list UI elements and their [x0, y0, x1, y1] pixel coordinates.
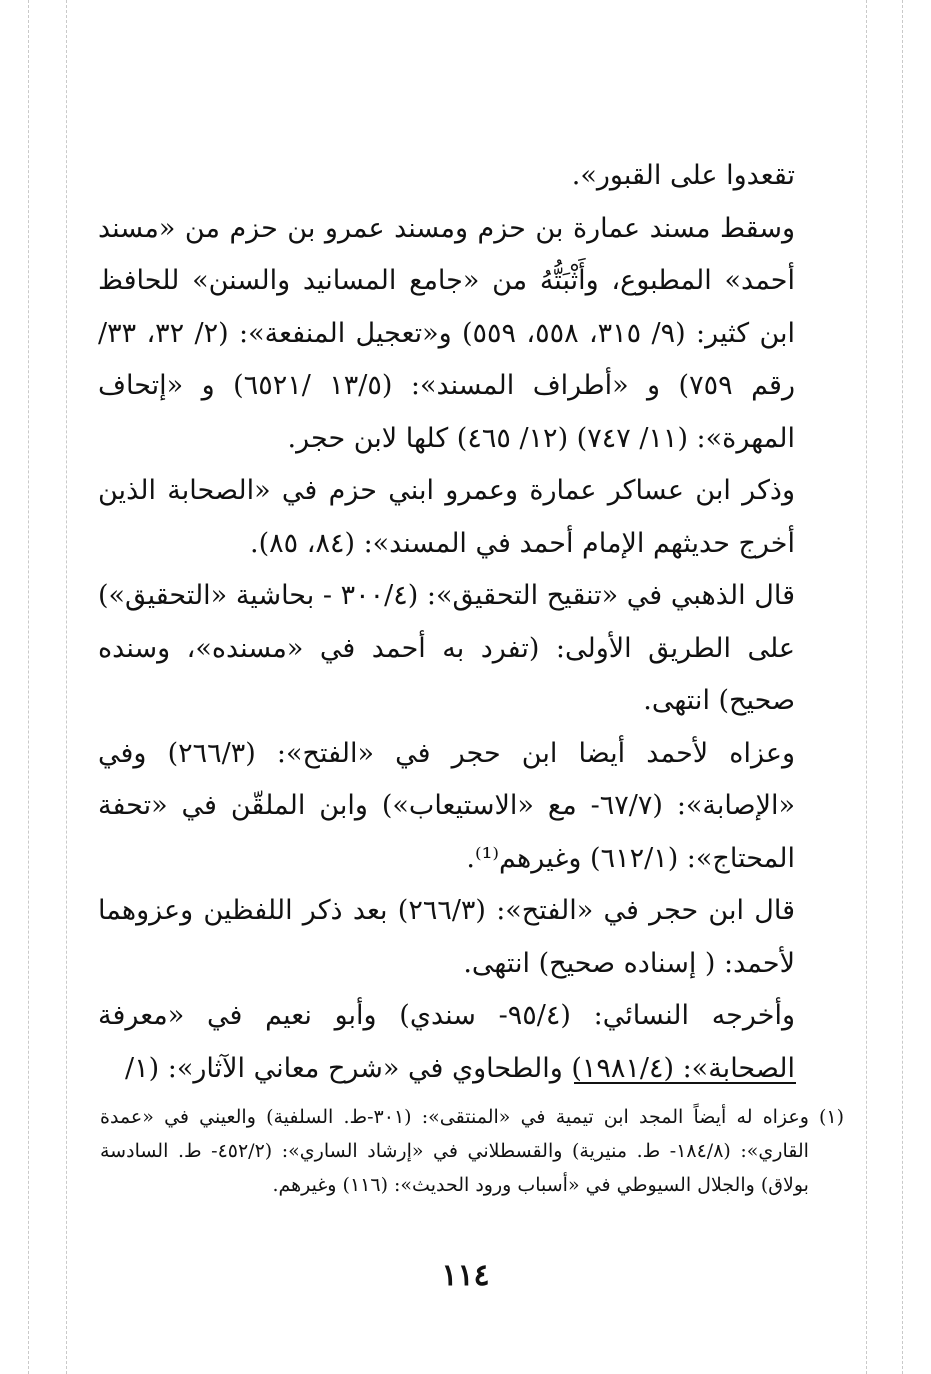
- paragraph: تقعدوا على القبور».: [571, 160, 795, 191]
- margin-guide-right-inner: [866, 0, 867, 1374]
- paragraph: وأخرجه النسائي: (٩٥/٤- سندي) وأبو نعيم في «معرفة الصحابة»: (١٩٨١/٤) والطحاوي في «شرح معاني الآثار»: (١/: [98, 1000, 795, 1084]
- footnotes: [100, 1100, 844, 1202]
- footnote-separator: [574, 1082, 796, 1084]
- footnote-number: (١): [818, 1106, 844, 1128]
- page-number: ١١٤: [441, 1258, 490, 1293]
- margin-guide-left-inner: [66, 0, 67, 1374]
- main-text-block: [98, 150, 795, 1095]
- footnote-text: وعزاه له أيضاً المجد ابن تيمية في «المنتقى»: (٣٠١-ط. السلفية) والعيني في «عمدة القاري»: (١٨٤/٨- ط. منيرية) والقسطلاني في «إرشاد الساري»: (٤٥٢/٢- ط. السادسة بولاق) والجلال السيوطي في «أسباب ورود الحديث»: (١١٦) وغيرهم.: [100, 1106, 809, 1196]
- paragraph: قال ابن حجر في «الفتح»: (٢٦٦/٣) بعد ذكر اللفظين وعزوهما لأحمد: ( إسناده صحيح) انتهى.: [98, 895, 795, 979]
- margin-guide-left-outer: [28, 0, 29, 1374]
- margin-guide-right-outer: [902, 0, 903, 1374]
- footnote: [100, 1100, 844, 1202]
- paragraph: وسقط مسند عمارة بن حزم ومسند عمرو بن حزم من «مسند أحمد» المطبوع، وأَثْبَتُّهُ من «جامع المسانيد والسنن» للحافظ ابن كثير: (٩/ ٣١٥، ٥٥٨، ٥٥٩) و«تعجيل المنفعة»: (٢/ ٣٢، ٣٣/رقم ٧٥٩) و «أطراف المسند»: (١٣/٥ /٦٥٢١) و «إتحاف المهرة»: (١١/ ٧٤٧) (١٢/ ٤٦٥) كلها لابن حجر.: [98, 212, 796, 454]
- paragraph: قال الذهبي في «تنقيح التحقيق»: (٣٠٠/٤ - بحاشية «التحقيق») على الطريق الأولى: (تفرد به أحمد في «مسنده»، وسنده صحيح) انتهى.: [98, 580, 795, 716]
- paragraph: وعزاه لأحمد أيضا ابن حجر في «الفتح»: (٢٦٦/٣) وفي «الإصابة»: (٦٧/٧- مع «الاستيعاب») وابن الملقّن في «تحفة المحتاج»: (٦١٢/١) وغيرهم⁽¹⁾.: [98, 737, 795, 874]
- paragraph: وذكر ابن عساكر عمارة وعمرو ابني حزم في «الصحابة الذين أخرج حديثهم الإمام أحمد في المسند»: (٨٤، ٨٥).: [98, 475, 795, 559]
